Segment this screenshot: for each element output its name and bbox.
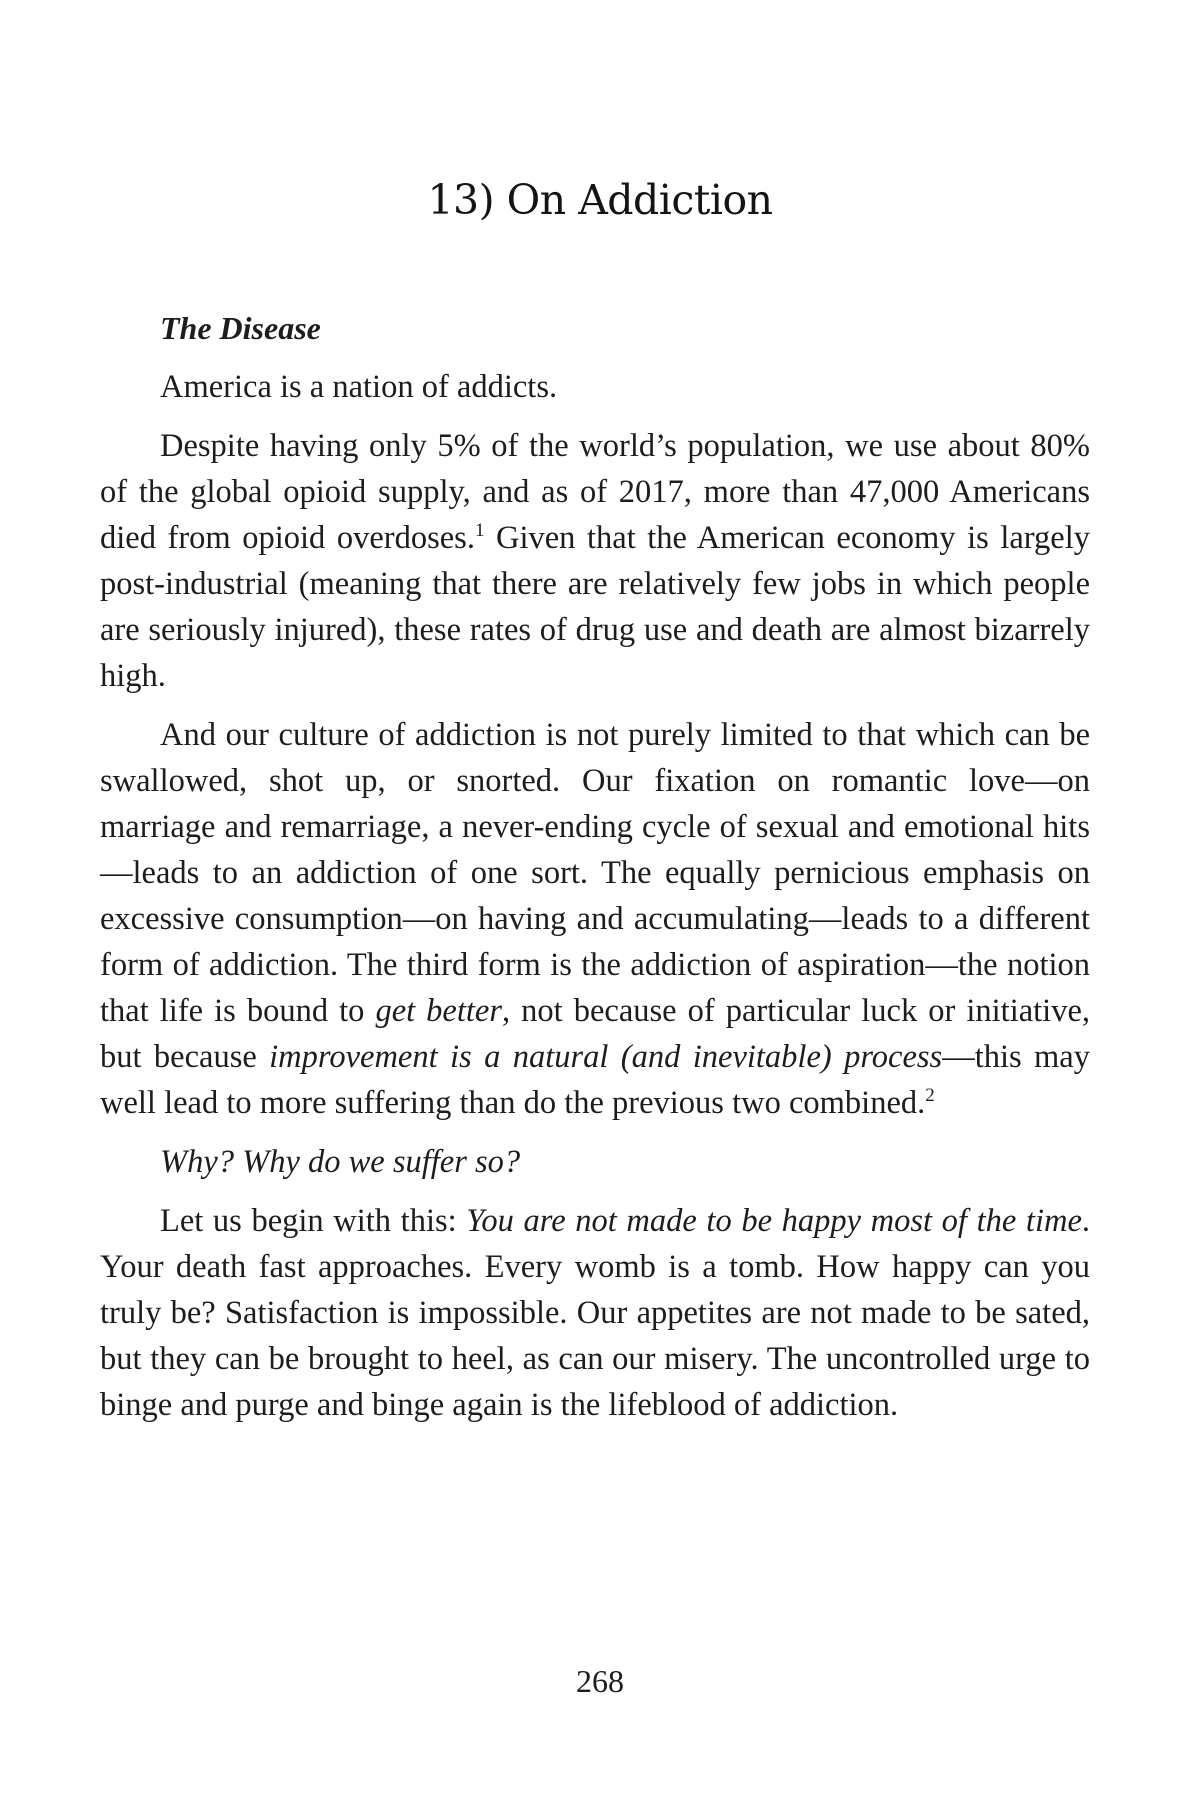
paragraph-5-text-a: Let us begin with this: [160, 1203, 467, 1239]
paragraph-3-italic-a: get better [375, 993, 502, 1029]
paragraph-3-text-a: And our culture of addiction is not purely limited to that which can be swallowed, shot up, or snorted. Our fixation on romantic love—on marriage and remarriage, a never-ending cycle of sexual and emotional hits—leads to an addiction of one sort. The equally pernicious emphasis on excessive consumption—on having and accumulating—leads to a different form of addiction. The third form is the addiction of aspiration—the notion that life is bound to [100, 717, 1090, 1029]
paragraph-3 [100, 712, 1090, 1126]
paragraph-4-italic: Why? Why do we suffer so? [160, 1144, 521, 1180]
paragraph-2-text-b: Given that the American economy is largely post-industrial (meaning that there are relatively few jobs in which people are seriously injured), these rates of drug use and death are almost bizarrely high. [100, 520, 1090, 694]
paragraph-4 [100, 1139, 1090, 1185]
footnote-marker-2: 2 [925, 1085, 935, 1107]
paragraph-3-italic-b: improvement is a natural (and inevitable) process [269, 1039, 943, 1075]
section-heading: The Disease [160, 310, 321, 346]
page-number: 268 [576, 1663, 624, 1699]
paragraph-2-text-a: Despite having only 5% of the world’s population, we use about 80% of the global opioid supply, and as of 2017, more than 47,000 Americans died from opioid overdoses. [100, 428, 1090, 556]
paragraph-1: America is a nation of addicts. [160, 369, 558, 405]
paragraph-3-text-b: , not because of particular luck or initiative, but because [100, 993, 1091, 1075]
chapter-title: 13) On Addiction [427, 176, 773, 224]
paragraph-3-text-c: —this may well lead to more suffering than do the previous two combined. [100, 1039, 1090, 1121]
paragraph-2 [100, 423, 1090, 699]
paragraph-5-italic-a: You are not made to be happy most of the time [466, 1203, 1082, 1239]
footnote-marker-1: 1 [474, 520, 485, 542]
paragraph-5 [100, 1198, 1090, 1428]
paragraph-5-text-b: . Your death fast approaches. Every womb is a tomb. How happy can you truly be? Satisfaction is impossible. Our appetites are not made to be sated, but they can be brought to heel, as can our misery. The uncontrolled urge to binge and purge and binge again is the lifeblood of addiction. [100, 1203, 1090, 1423]
body-text [100, 305, 1090, 1441]
